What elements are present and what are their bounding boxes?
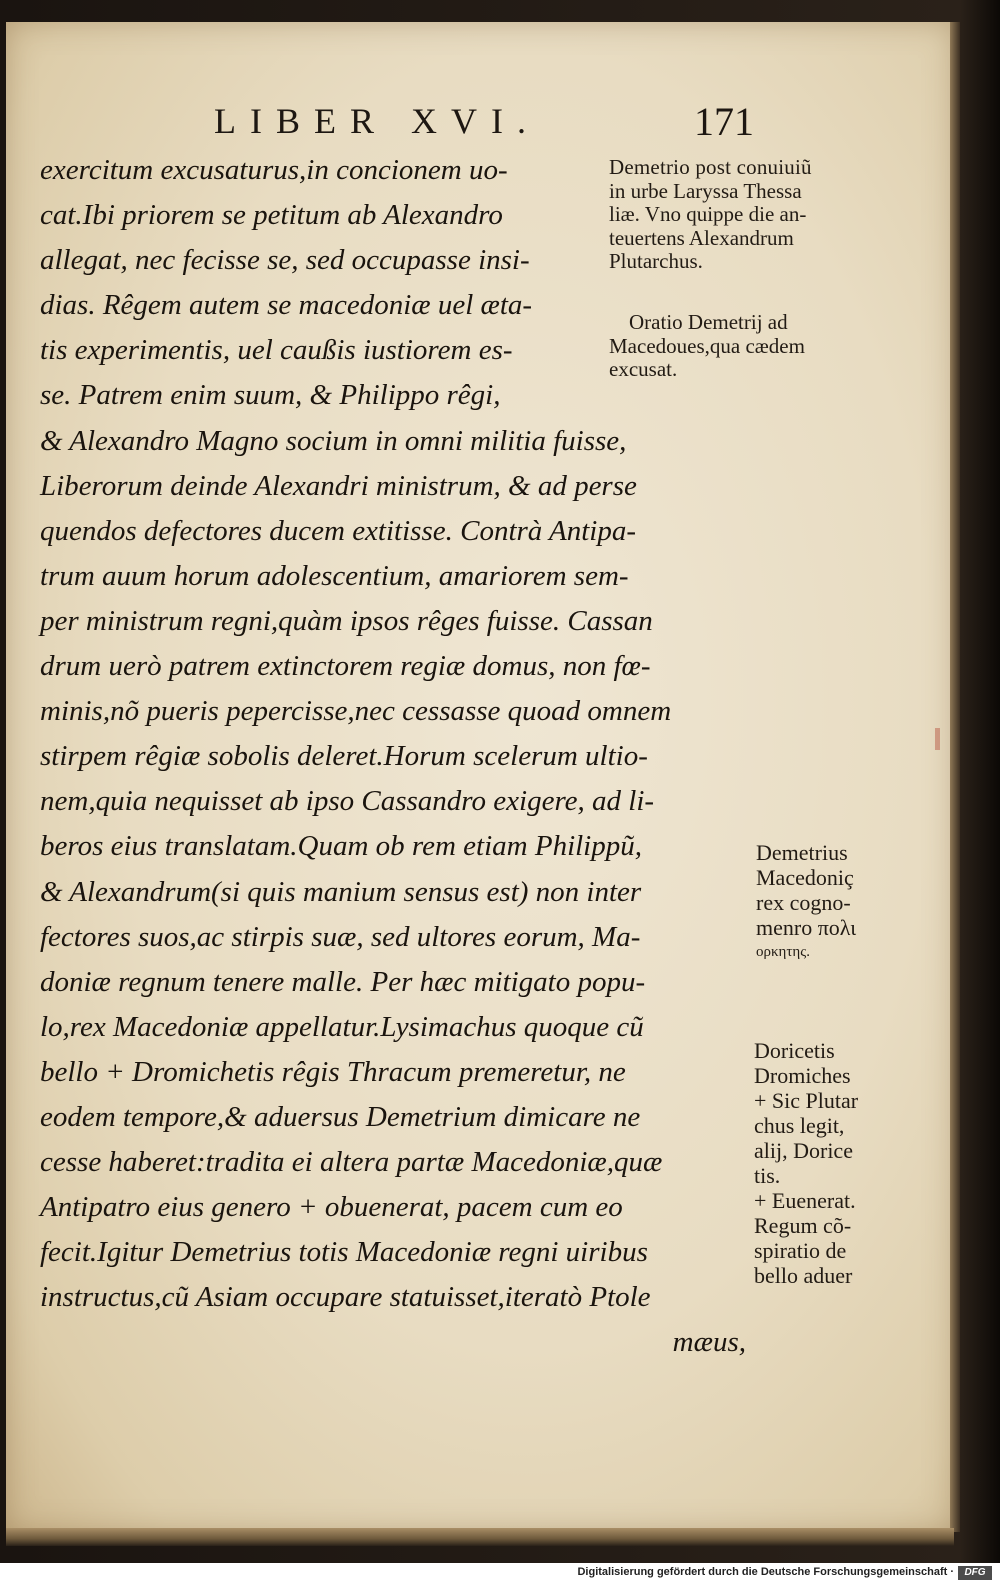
text-line: eodem tempore,& aduersus Demetrium dimicare ne	[40, 1100, 641, 1133]
text-line: tis experimentis, uel caußis iustiorem es-	[40, 334, 513, 367]
text-line: quendos defectores ducem extitisse. Contrà Antipa-	[40, 514, 637, 547]
page-header	[6, 92, 954, 152]
margin-note-line: alij, Dorice	[754, 1138, 853, 1163]
text-line: cesse haberet:tradita ei altera partæ Macedoniæ,quæ	[40, 1146, 663, 1179]
margin-note-line: + Sic Plutar	[754, 1088, 859, 1113]
margin-note-line: + Euenerat.	[754, 1188, 856, 1213]
dfg-logo: DFG	[958, 1566, 992, 1580]
text-line: se. Patrem enim suum, & Philippo rêgi,	[40, 379, 501, 412]
text-line: allegat, nec fecisse se, sed occupasse insi-	[40, 244, 530, 277]
catchword: mæus,	[672, 1326, 746, 1359]
margin-note-line: Demetrius	[756, 840, 848, 865]
text-line: stirpem rêgiæ sobolis deleret.Horum scelerum ultio-	[40, 740, 648, 773]
text-line: & Alexandrum(si quis manium sensus est) non inter	[40, 875, 642, 908]
footer-credit: Digitalisierung gefördert durch die Deutsche Forschungsgemeinschaft ·	[577, 1566, 954, 1578]
text-line: dias. Rêgem autem se macedoniæ uel æta-	[40, 289, 533, 322]
margin-note-line: Macedoues,qua cædem	[609, 333, 805, 358]
text-line: drum uerò patrem extinctorem regiæ domus, non fœ-	[40, 650, 651, 683]
text-line: instructus,cũ Asiam occupare statuisset,iteratò Ptole	[40, 1281, 651, 1314]
text-line: Liberorum deinde Alexandri ministrum, & ad perse	[40, 469, 637, 502]
running-title: LIBER XVI.	[214, 101, 540, 141]
margin-note-line: menro πολι	[756, 915, 857, 940]
margin-note-line: Dromiches	[754, 1063, 851, 1088]
margin-note-line: chus legit,	[754, 1113, 845, 1138]
margin-note-line: Plutarchus.	[609, 249, 703, 274]
margin-note-line: Demetrio post conuiuiũ	[609, 155, 812, 179]
ink-stain	[935, 728, 940, 750]
margin-note-line: Doricetis	[754, 1038, 835, 1063]
margin-note-oratio	[609, 311, 805, 382]
text-line: minis,nõ pueris pepercisse,nec cessasse quoad omnem	[40, 695, 672, 728]
text-line: fecit.Igitur Demetrius totis Macedoniæ regni uiribus	[40, 1236, 648, 1269]
margin-note-demetrius	[756, 840, 856, 965]
margin-note-line: teuertens Alexandrum	[609, 225, 794, 250]
page-bottom-edge	[6, 1528, 954, 1546]
text-line: cat.Ibi priorem se petitum ab Alexandro	[40, 199, 503, 232]
text-line: bello + Dromichetis rêgis Thracum premeretur, ne	[40, 1055, 626, 1088]
text-line: & Alexandro Magno socium in omni militia fuisse,	[40, 424, 627, 457]
text-line: doniæ regnum tenere malle. Per hæc mitigato popu-	[40, 965, 646, 998]
text-line: Antipatro eius genero + obuenerat, pacem cum eo	[40, 1191, 623, 1224]
margin-note-demetrio	[609, 156, 812, 274]
margin-note-line: tis.	[754, 1163, 781, 1188]
digitization-footer	[0, 1563, 1000, 1584]
margin-note-line: excusat.	[609, 357, 678, 382]
margin-note-line: Oratio Demetrij ad	[629, 310, 788, 334]
text-line: lo,rex Macedoniæ appellatur.Lysimachus quoque cũ	[40, 1010, 644, 1043]
text-line: beros eius translatam.Quam ob rem etiam Philippũ,	[40, 830, 642, 863]
text-line: fectores suos,ac stirpis suæ, sed ultores eorum, Ma-	[40, 920, 641, 953]
text-line: exercitum excusaturus,in concionem uo-	[40, 154, 508, 186]
margin-note-line: in urbe Laryssa Thessa	[609, 178, 802, 203]
margin-note-line: ορκητης.	[756, 944, 810, 960]
margin-note-doricetis	[754, 1038, 858, 1288]
margin-note-line: bello aduer	[754, 1263, 853, 1288]
text-line: trum auum horum adolescentium, amariorem sem-	[40, 559, 629, 592]
page-edge	[950, 22, 960, 1532]
margin-note-line: rex cogno-	[756, 890, 851, 915]
margin-note-line: spiratio de	[754, 1238, 847, 1263]
book-page	[6, 22, 954, 1532]
text-line: per ministrum regni,quàm ipsos rêges fuisse. Cassan	[40, 604, 653, 637]
margin-note-line: Regum cõ-	[754, 1213, 852, 1238]
text-line: nem,quia nequisset ab ipso Cassandro exigere, ad li-	[40, 785, 655, 818]
margin-note-line: liæ. Vno quippe die an-	[609, 202, 807, 227]
page-number: 171	[694, 99, 754, 144]
margin-note-line: Macedoniç	[756, 865, 854, 890]
